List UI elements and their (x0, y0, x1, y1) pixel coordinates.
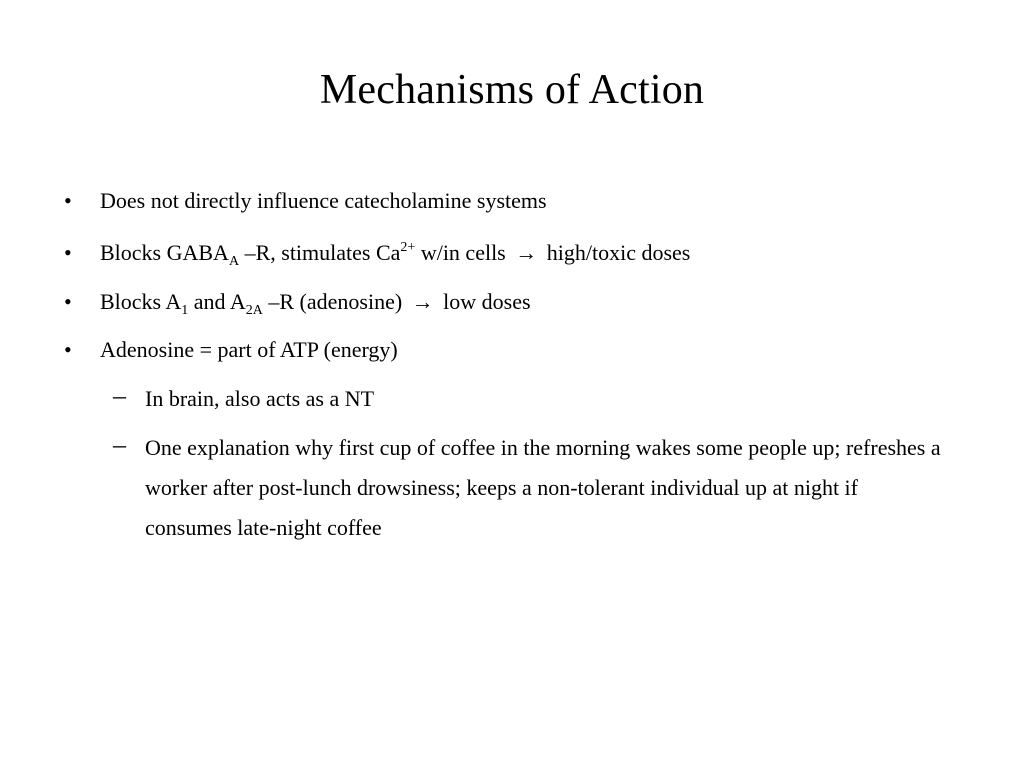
dash-marker: – (113, 430, 126, 459)
subbullet-item-2 (113, 428, 945, 548)
superscript-text: 2+ (400, 240, 416, 255)
slide-title: Mechanisms of Action (319, 67, 705, 113)
bullet-item-2 (64, 236, 960, 270)
bullet-text-part: low doses (437, 289, 531, 314)
bullet-text-part: –R, stimulates Ca (239, 240, 401, 265)
subscript-text: A (228, 254, 240, 269)
bullet-text-part: –R (adenosine) (262, 289, 408, 314)
arrow-right-icon: → (515, 240, 538, 265)
bullet-text-part: high/toxic doses (541, 240, 691, 265)
bullet-text: Adenosine = part of ATP (energy) (100, 337, 398, 362)
bullet-text-part: and A (188, 289, 246, 314)
subscript-text: 2A (245, 303, 263, 318)
bullet-text-part: Blocks A (100, 289, 182, 314)
bullet-marker: • (64, 337, 72, 362)
subbullet-text: One explanation why first cup of coffee in the morning wakes some people up; refreshes a worker after post-lunch drowsiness; keeps a non-tolerant individual up at night if consumes late-night coffee (145, 435, 941, 540)
bullet-item-3 (64, 285, 960, 319)
subscript-text: 1 (181, 303, 189, 318)
subbullet-item-1 (113, 379, 945, 419)
bullet-text: Does not directly influence catecholamine systems (100, 188, 547, 213)
arrow-right-icon: → (411, 289, 434, 314)
bullet-text-part: Blocks GABA (100, 240, 229, 265)
subbullet-text: In brain, also acts as a NT (145, 386, 375, 411)
bullet-item-1 (64, 184, 960, 218)
dash-marker: – (113, 381, 126, 410)
bullet-marker: • (64, 289, 72, 314)
bullet-marker: • (64, 188, 72, 213)
bullet-item-4 (64, 333, 960, 367)
bullet-marker: • (64, 240, 72, 265)
bullet-text-part: w/in cells (415, 240, 512, 265)
